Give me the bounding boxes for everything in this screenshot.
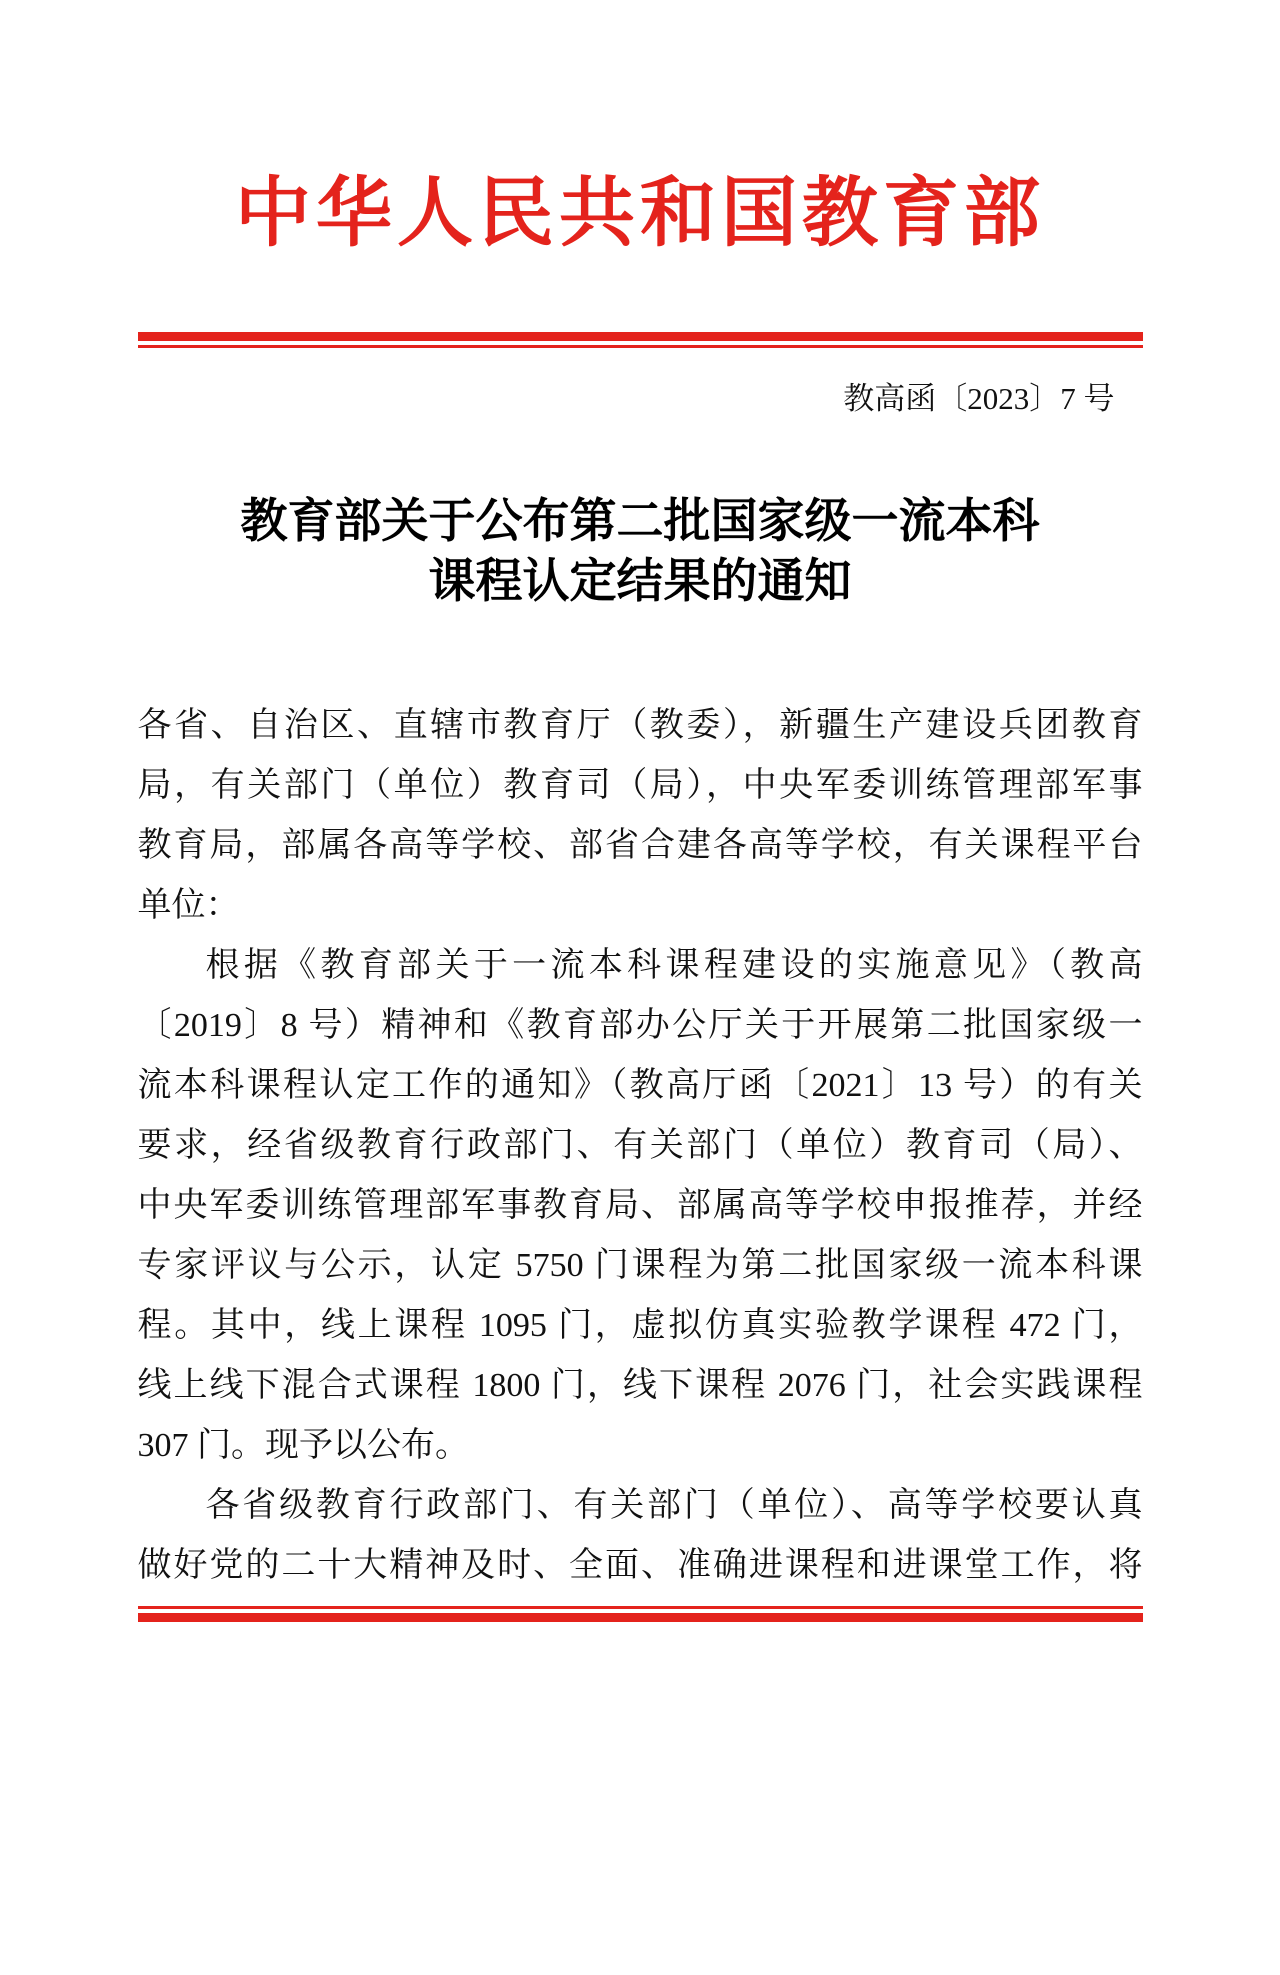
notice-title	[138, 492, 1143, 612]
body-line: 根据《教育部关于一流本科课程建设的实施意见》（教高	[205, 946, 1143, 984]
body-line: 〔2019〕8 号）精神和《教育部办公厅关于开展第二批国家级一	[137, 1006, 1143, 1044]
body-line: 中央军委训练管理部军事教育局、部属高等学校申报推荐，并经	[137, 1186, 1143, 1224]
document-reference-number: 教高函〔2023〕7 号	[843, 380, 1115, 416]
body-line: 流本科课程认定工作的通知》（教高厅函〔2021〕13 号）的有关	[137, 1066, 1143, 1104]
divider-thick-line	[138, 1613, 1143, 1622]
body-line: 程。其中，线上课程 1095 门，虚拟仿真实验教学课程 472 门，	[137, 1306, 1143, 1344]
divider-thin-line	[138, 1606, 1143, 1609]
body-line: 专家评议与公示，认定 5750 门课程为第二批国家级一流本科课	[137, 1246, 1143, 1284]
notice-body	[138, 696, 1143, 1596]
body-line: 各省级教育行政部门、有关部门（单位）、高等学校要认真	[205, 1486, 1143, 1524]
letterhead-org-name: 中华人民共和国教育部	[235, 172, 1045, 256]
divider-thin-line	[138, 345, 1143, 348]
body-line: 局，有关部门（单位）教育司（局），中央军委训练管理部军事	[137, 766, 1143, 804]
footer-divider	[138, 1606, 1143, 1622]
body-line: 要求，经省级教育行政部门、有关部门（单位）教育司（局）、	[137, 1126, 1143, 1164]
notice-title-line-2: 课程认定结果的通知	[428, 555, 852, 608]
body-line: 做好党的二十大精神及时、全面、准确进课程和进课堂工作，将	[137, 1546, 1143, 1584]
body-line: 单位：	[137, 886, 240, 924]
letterhead-divider	[138, 332, 1143, 348]
notice-title-line-1: 教育部关于公布第二批国家级一流本科	[240, 495, 1040, 548]
divider-thick-line	[138, 332, 1143, 341]
body-line: 线上线下混合式课程 1800 门，线下课程 2076 门，社会实践课程	[137, 1366, 1143, 1404]
body-line: 307 门。现予以公布。	[137, 1426, 469, 1464]
body-line: 教育局，部属各高等学校、部省合建各高等学校，有关课程平台	[137, 826, 1143, 864]
document-page	[138, 165, 1143, 1622]
body-line: 各省、自治区、直辖市教育厅（教委），新疆生产建设兵团教育	[137, 706, 1143, 744]
